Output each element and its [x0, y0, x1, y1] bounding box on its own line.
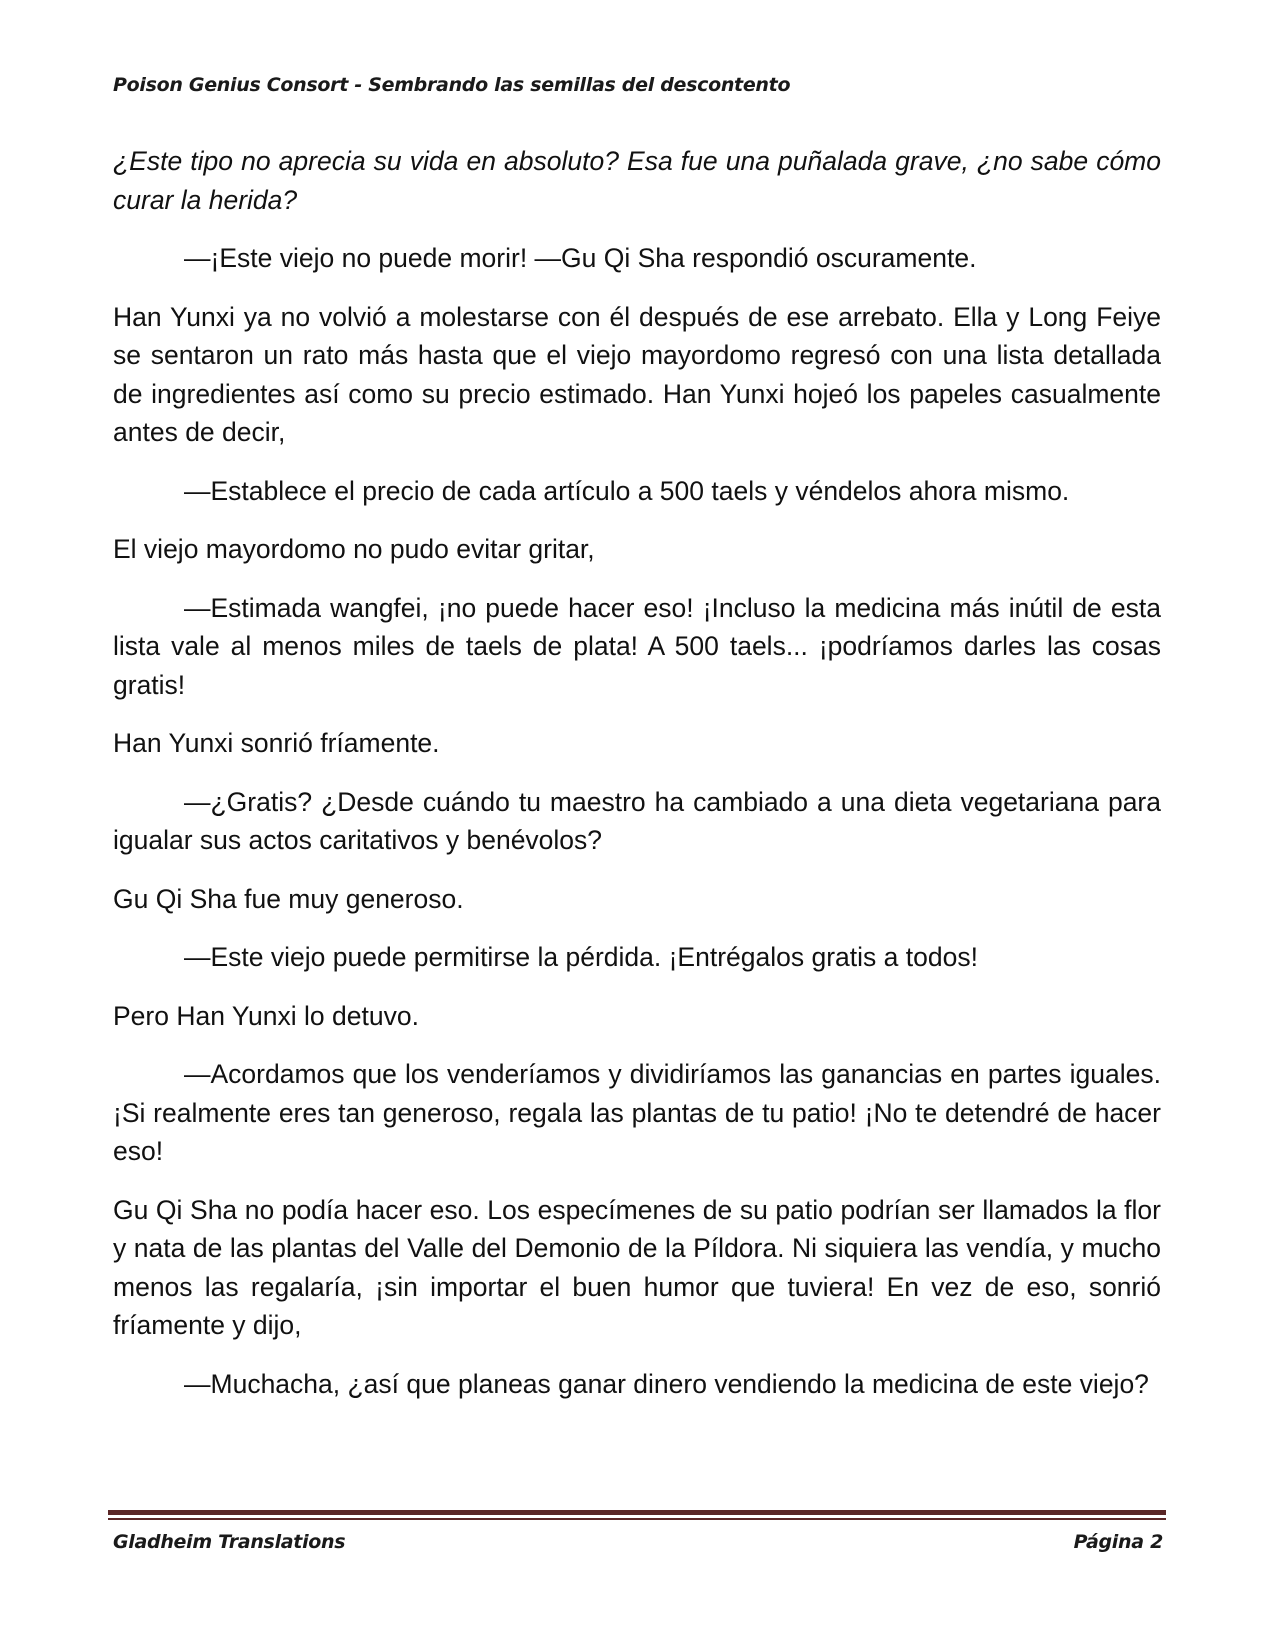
footer-rule-thin — [108, 1518, 1166, 1520]
running-header: Poison Genius Consort - Sembrando las semillas del descontento — [113, 74, 791, 96]
footer-rule-thick — [108, 1510, 1166, 1515]
page-number: Página 2 — [1073, 1531, 1163, 1553]
paragraph-13: Gu Qi Sha no podía hacer eso. Los especímenes de su patio podrían ser llamados la flor y nata de las plantas del Valle del Demonio de la Píldora. Ni siquiera las vendía, y mucho menos las regalaría, ¡sin importar el buen humor que tuviera! En vez de eso, sonrió fríamente y dijo, — [113, 1194, 1161, 1340]
paragraph-3: Han Yunxi ya no volvió a molestarse con él después de ese arrebato. Ella y Long Feiye se sentaron un rato más hasta que el viejo mayordomo regresó con una lista detallada de ingredientes así como su precio estimado. Han Yunxi hojeó los papeles casualmente antes de decir, — [113, 301, 1161, 447]
paragraph-10: —Este viejo puede permitirse la pérdida. ¡Entrégalos gratis a todos! — [184, 942, 978, 972]
paragraph-12: —Acordamos que los venderíamos y dividiríamos las ganancias en partes iguales. ¡Si realmente eres tan generoso, regala las plantas de tu patio! ¡No te detendré de hacer eso! — [113, 1059, 1161, 1166]
paragraph-5: El viejo mayordomo no pudo evitar gritar, — [113, 534, 595, 564]
body-text — [113, 142, 1161, 1423]
paragraph-7: Han Yunxi sonrió fríamente. — [113, 728, 440, 758]
paragraph-14: —Muchacha, ¿así que planeas ganar dinero vendiendo la medicina de este viejo? — [184, 1368, 1149, 1399]
paragraph-1: ¿Este tipo no aprecia su vida en absoluto? Esa fue una puñalada grave, ¿no sabe cómo curar la herida? — [113, 146, 1161, 215]
paragraph-6: —Estimada wangfei, ¡no puede hacer eso! ¡Incluso la medicina más inútil de esta lista vale al menos miles de taels de plata! A 500 taels... ¡podríamos darles las cosas gratis! — [113, 592, 1161, 700]
paragraph-4: —Establece el precio de cada artículo a 500 taels y véndelos ahora mismo. — [184, 475, 1070, 506]
paragraph-11: Pero Han Yunxi lo detuvo. — [113, 1000, 419, 1031]
paragraph-9: Gu Qi Sha fue muy generoso. — [113, 883, 464, 914]
paragraph-2: —¡Este viejo no puede morir! —Gu Qi Sha respondió oscuramente. — [184, 243, 977, 273]
paragraph-8: —¿Gratis? ¿Desde cuándo tu maestro ha cambiado a una dieta vegetariana para igualar sus actos caritativos y benévolos? — [113, 786, 1161, 855]
footer-credit: Gladheim Translations — [113, 1531, 346, 1553]
